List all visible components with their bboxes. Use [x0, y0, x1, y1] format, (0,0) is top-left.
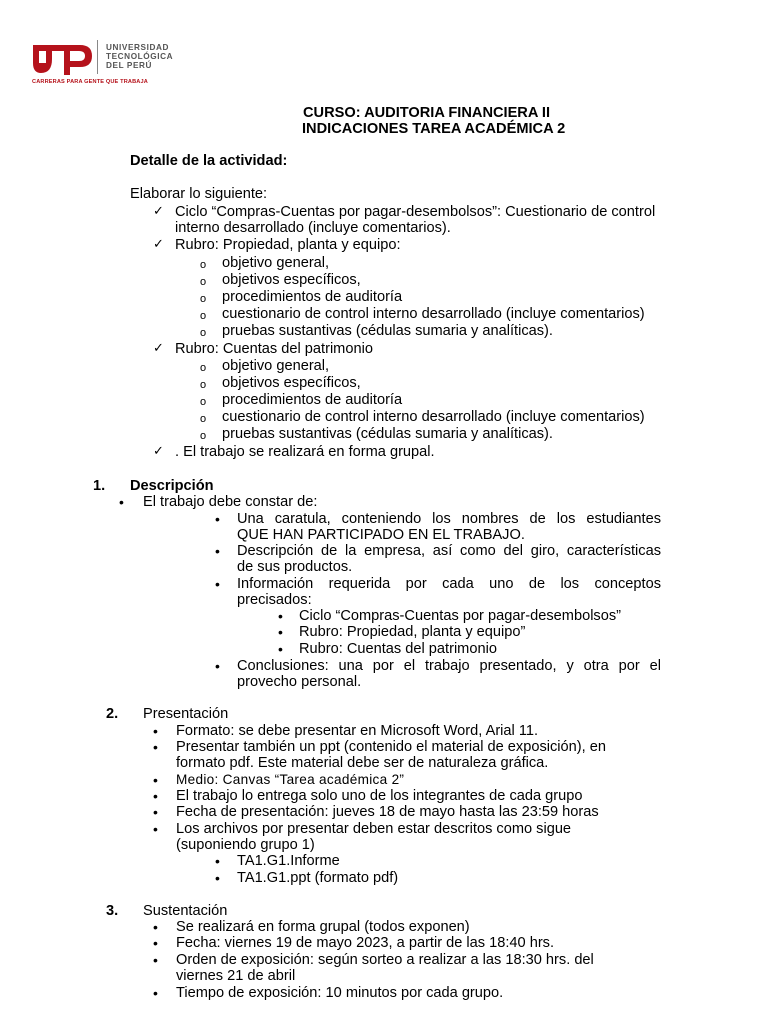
- section-1-intro: El trabajo debe constar de:: [143, 494, 318, 510]
- s1-item-3-line-2: precisados:: [237, 592, 312, 608]
- course-title: CURSO: AUDITORIA FINANCIERA II: [303, 105, 551, 121]
- logo-line-3: DEL PERÚ: [106, 61, 153, 70]
- bullet-icon: •: [215, 658, 220, 674]
- bullet-icon: •: [153, 919, 158, 935]
- checkmark-icon: ✓: [153, 341, 164, 356]
- s2-bullet-3: Medio: Canvas “Tarea académica 2”: [176, 772, 405, 787]
- s1-item-1-line-1: Una caratula, conteniendo los nombres de los estudiantes: [237, 511, 661, 527]
- bullet-icon: •: [153, 739, 158, 755]
- bullet-icon: •: [119, 494, 124, 510]
- circle-bullet-icon: o: [200, 276, 207, 288]
- s3-bullet-4: Tiempo de exposición: 10 minutos por cada grupo.: [176, 985, 504, 1001]
- circle-bullet-icon: o: [200, 259, 207, 271]
- logo-line-2: TECNOLÓGICA: [106, 52, 174, 61]
- bullet-icon: •: [278, 641, 283, 657]
- sub-item: objetivo general,: [222, 255, 330, 271]
- task-title: INDICACIONES TAREA ACADÉMICA 2: [302, 121, 566, 137]
- s1-item-2-line-1: Descripción de la empresa, así como del giro, características: [237, 543, 661, 559]
- s2-bullet-1: Formato: se debe presentar en Microsoft Word, Arial 11.: [176, 723, 539, 739]
- s1-subitem: Rubro: Cuentas del patrimonio: [299, 641, 497, 657]
- s2-bullet-4: El trabajo lo entrega solo uno de los integrantes de cada grupo: [176, 788, 583, 804]
- s1-item-4-line-1: Conclusiones: una por el trabajo presentado, y otra por el: [237, 658, 661, 674]
- sub-item: cuestionario de control interno desarrollado (incluye comentarios): [222, 409, 645, 425]
- s2-file-1: TA1.G1.Informe: [237, 853, 340, 869]
- section-1-number: 1.: [93, 478, 106, 494]
- bullet-icon: •: [153, 723, 158, 739]
- check-item-3: Rubro: Cuentas del patrimonio: [175, 341, 373, 357]
- s1-item-3-line-1: Información requerida por cada uno de los conceptos: [237, 576, 661, 592]
- circle-bullet-icon: o: [200, 396, 207, 408]
- bullet-icon: •: [278, 624, 283, 640]
- s3-bullet-3-line-2: viernes 21 de abril: [176, 968, 296, 984]
- logo-line-1: UNIVERSIDAD: [106, 43, 170, 52]
- bullet-icon: •: [153, 788, 158, 804]
- bullet-icon: •: [215, 870, 220, 886]
- circle-bullet-icon: o: [200, 430, 207, 442]
- logo-divider: [97, 40, 98, 74]
- bullet-icon: •: [215, 511, 220, 527]
- section-1-heading: Descripción: [130, 478, 214, 494]
- checkmark-icon: ✓: [153, 444, 164, 459]
- sub-item: cuestionario de control interno desarrollado (incluye comentarios): [222, 306, 645, 322]
- circle-bullet-icon: o: [200, 362, 207, 374]
- sub-item: procedimientos de auditoría: [222, 289, 403, 305]
- s2-bullet-2-line-2: formato pdf. Este material debe ser de naturaleza gráfica.: [176, 755, 549, 771]
- circle-bullet-icon: o: [200, 310, 207, 322]
- check-item-2: Rubro: Propiedad, planta y equipo:: [175, 237, 401, 253]
- s2-file-2: TA1.G1.ppt (formato pdf): [237, 870, 399, 886]
- utp-logo-mark: [30, 37, 94, 81]
- sub-item: pruebas sustantivas (cédulas sumaria y analíticas).: [222, 323, 553, 339]
- bullet-icon: •: [153, 821, 158, 837]
- sub-item: pruebas sustantivas (cédulas sumaria y analíticas).: [222, 426, 553, 442]
- s3-bullet-3-line-1: Orden de exposición: según sorteo a realizar a las 18:30 hrs. del: [176, 952, 594, 968]
- s1-item-4-line-2: provecho personal.: [237, 674, 362, 690]
- bullet-icon: •: [153, 985, 158, 1001]
- s2-bullet-6-line-1: Los archivos por presentar deben estar descritos como sigue: [176, 821, 572, 837]
- bullet-icon: •: [153, 772, 158, 788]
- s1-item-2-line-2: de sus productos.: [237, 559, 353, 575]
- sub-item: objetivos específicos,: [222, 375, 361, 391]
- bullet-icon: •: [215, 543, 220, 559]
- s1-subitem: Ciclo “Compras-Cuentas por pagar-desembolsos”: [299, 608, 622, 624]
- sub-item: objetivos específicos,: [222, 272, 361, 288]
- bullet-icon: •: [215, 853, 220, 869]
- bullet-icon: •: [215, 576, 220, 592]
- s1-subitem: Rubro: Propiedad, planta y equipo”: [299, 624, 526, 640]
- s2-bullet-5: Fecha de presentación: jueves 18 de mayo hasta las 23:59 horas: [176, 804, 599, 820]
- circle-bullet-icon: o: [200, 293, 207, 305]
- logo-tagline: CARRERAS PARA GENTE QUE TRABAJA: [32, 79, 148, 85]
- check-item-1-line-1: Ciclo “Compras-Cuentas por pagar-desembolsos”: Cuestionario de control: [175, 204, 656, 220]
- bullet-icon: •: [153, 804, 158, 820]
- s1-item-1-line-2: QUE HAN PARTICIPADO EN EL TRABAJO.: [237, 527, 525, 543]
- circle-bullet-icon: o: [200, 379, 207, 391]
- bullet-icon: •: [153, 935, 158, 951]
- section-2-number: 2.: [106, 706, 119, 722]
- detalle-heading: Detalle de la actividad:: [130, 153, 288, 169]
- s2-bullet-2-line-1: Presentar también un ppt (contenido el material de exposición), en: [176, 739, 606, 755]
- bullet-icon: •: [153, 952, 158, 968]
- sub-item: objetivo general,: [222, 358, 330, 374]
- section-2-heading: Presentación: [143, 706, 229, 722]
- check-item-1-line-2: interno desarrollado (incluye comentarios).: [175, 220, 451, 236]
- checkmark-icon: ✓: [153, 204, 164, 219]
- checkmark-icon: ✓: [153, 237, 164, 252]
- s3-bullet-1: Se realizará en forma grupal (todos exponen): [176, 919, 470, 935]
- sub-item: procedimientos de auditoría: [222, 392, 403, 408]
- section-3-heading: Sustentación: [143, 903, 228, 919]
- detalle-intro: Elaborar lo siguiente:: [130, 186, 268, 202]
- circle-bullet-icon: o: [200, 413, 207, 425]
- s3-bullet-2: Fecha: viernes 19 de mayo 2023, a partir de las 18:40 hrs.: [176, 935, 555, 951]
- check-item-4: . El trabajo se realizará en forma grupal.: [175, 444, 435, 460]
- section-3-number: 3.: [106, 903, 119, 919]
- s2-bullet-6-line-2: (suponiendo grupo 1): [176, 837, 315, 853]
- bullet-icon: •: [278, 608, 283, 624]
- circle-bullet-icon: o: [200, 327, 207, 339]
